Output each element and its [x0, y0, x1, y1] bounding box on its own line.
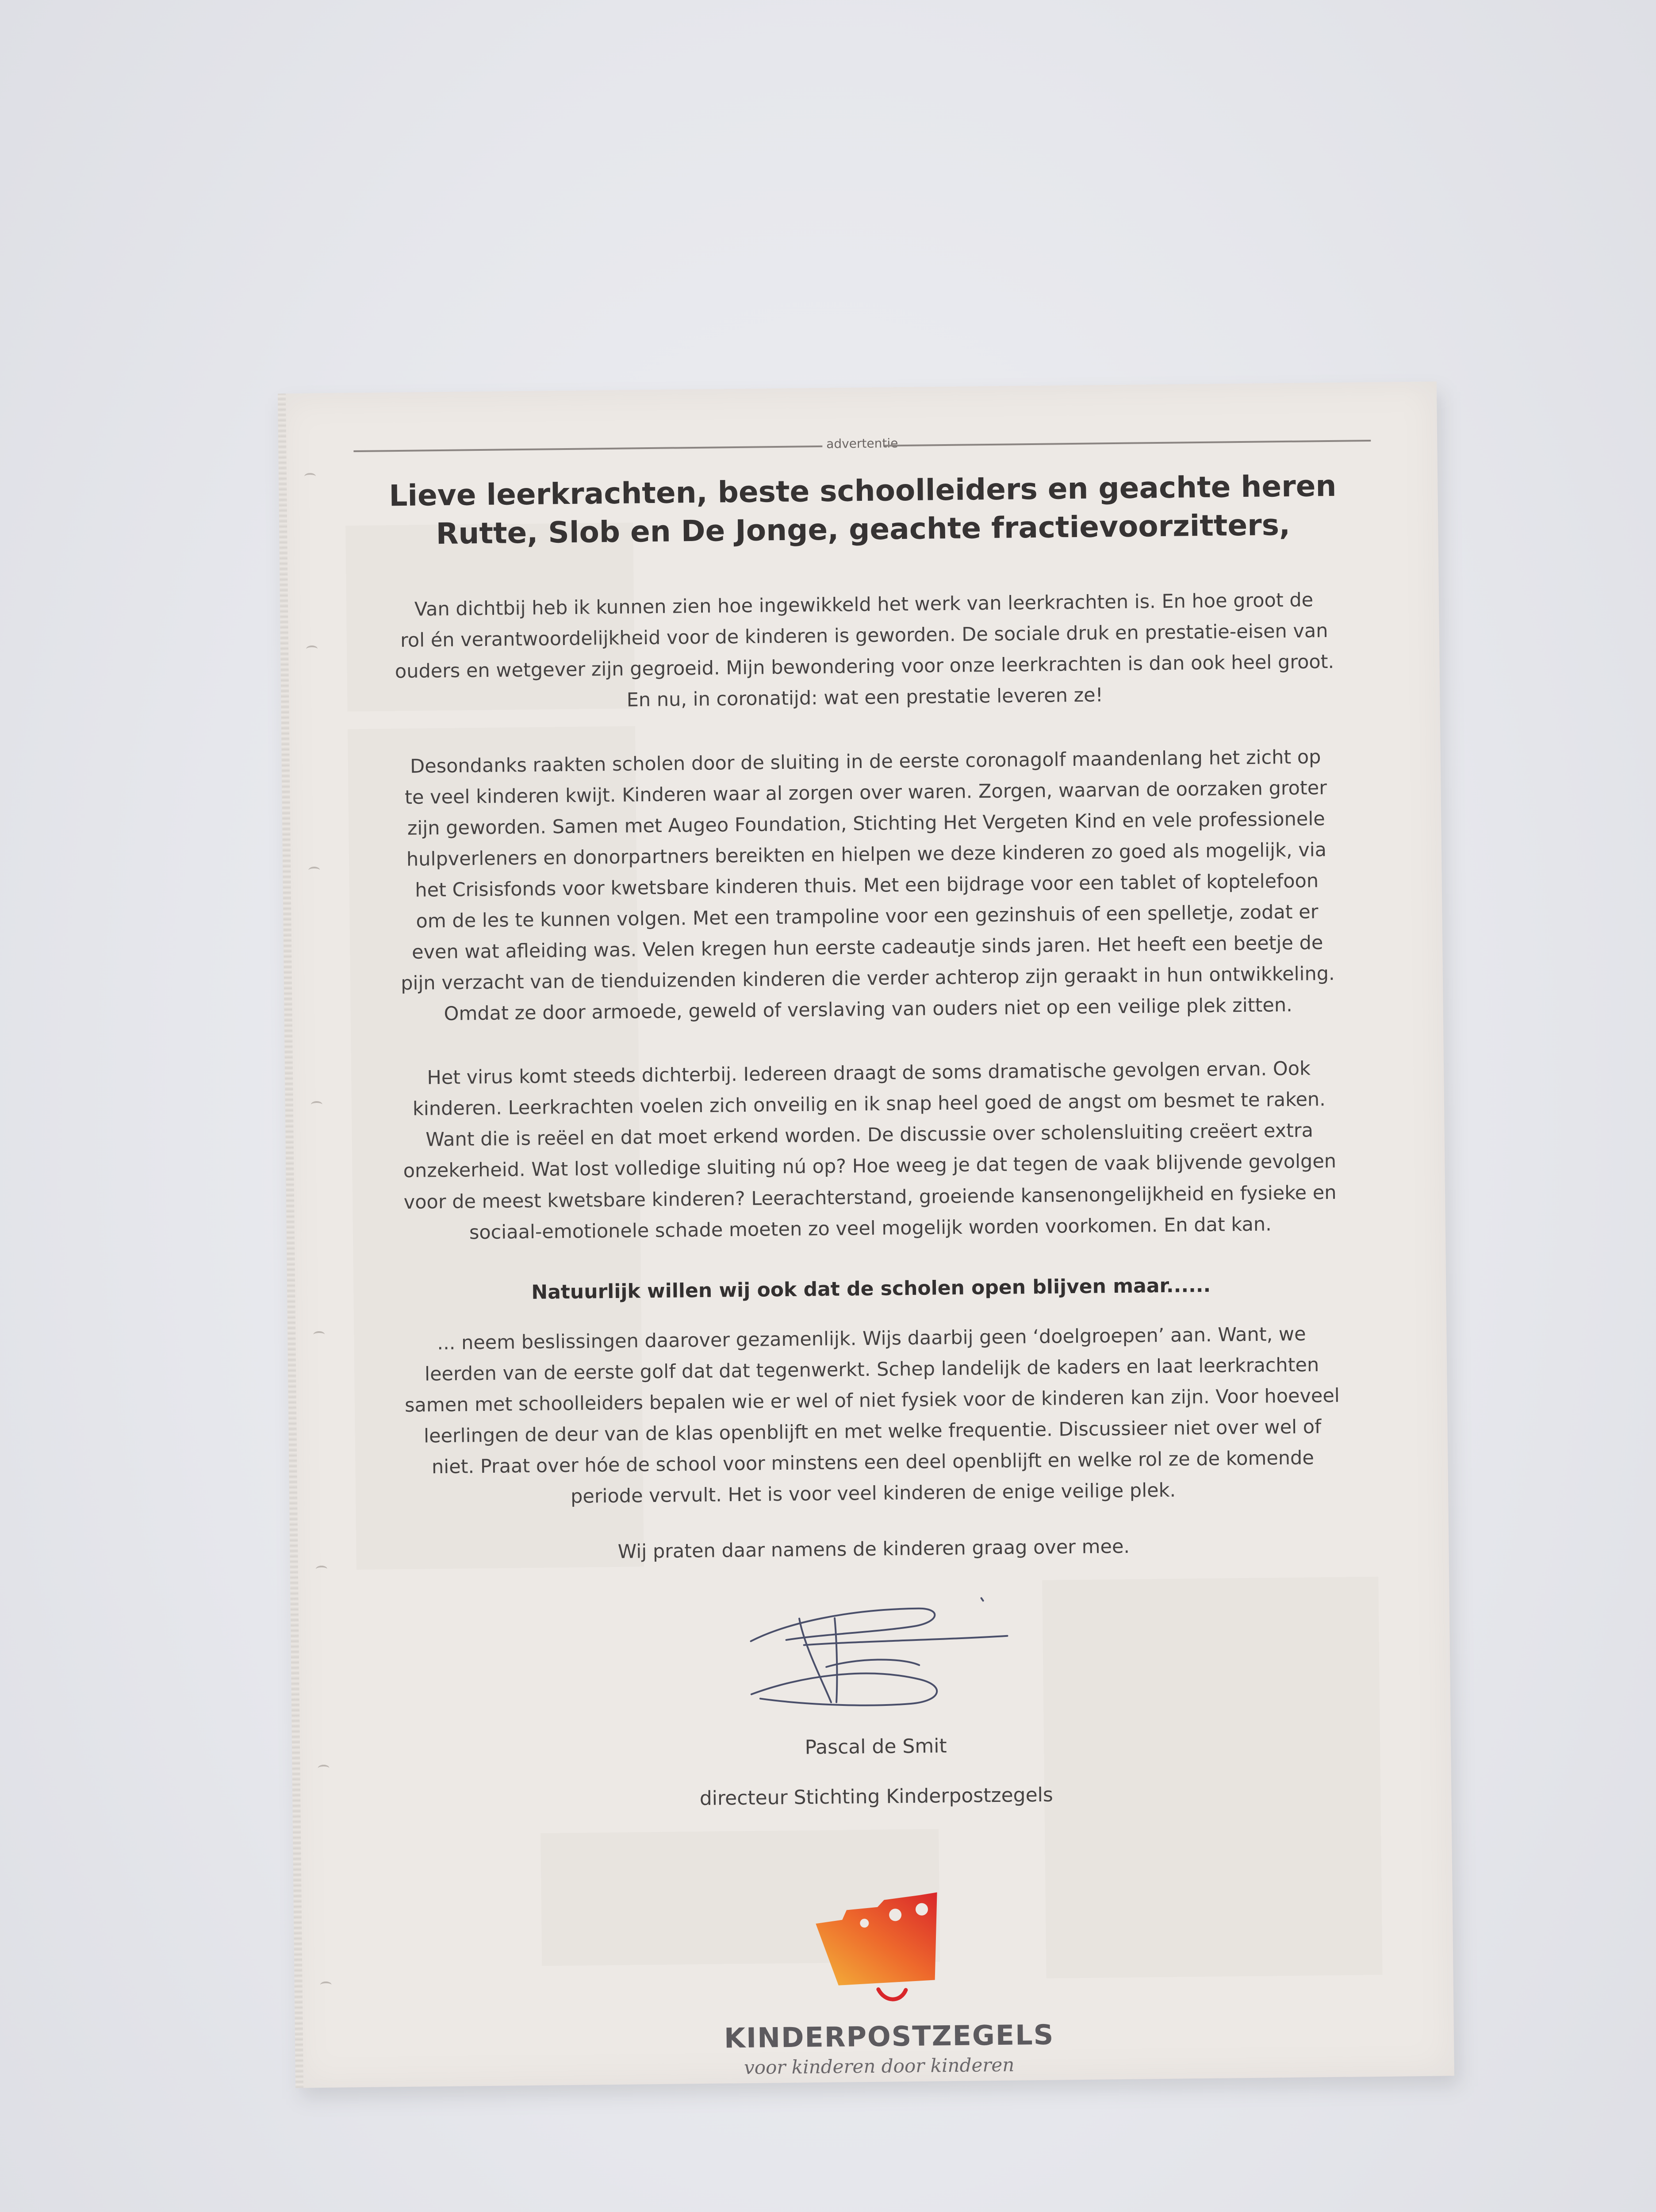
- binding-mark: [308, 867, 320, 874]
- crown-icon: [811, 1891, 945, 2016]
- paragraph-line: samen met schoolleiders bepalen wie er wel of niet fysiek voor de kinderen kan zijn. Voor hoeveel: [404, 1384, 1340, 1417]
- headline-line-1: Lieve leerkrachten, beste schoolleiders en geachte heren: [388, 469, 1337, 513]
- paragraph-line: ... neem beslissingen daarover gezamenlijk. Wijs daarbij geen ‘doelgroepen’ aan. Want, we: [437, 1323, 1306, 1354]
- paragraph-line: Het virus komt steeds dichterbij. Iedereen draagt de soms dramatische gevolgen ervan. Ook: [427, 1057, 1311, 1089]
- advertisement-letter: [345, 431, 1397, 2083]
- newspaper-page: [278, 381, 1454, 2088]
- binding-mark: [311, 1101, 322, 1108]
- paragraph-line: het Crisisfonds voor kwetsbare kinderen thuis. Met een bijdrage voor een tablet of koptelefoon: [415, 870, 1319, 902]
- brand-name: KINDERPOSTZEGELS: [724, 2018, 1054, 2055]
- paragraph-line: te veel kinderen kwijt. Kinderen waar al zorgen over waren. Zorgen, waarvan de oorzaken groter: [404, 776, 1327, 809]
- paragraph-line: pijn verzacht van de tienduizenden kinderen die verder achterop zijn geraakt in hun ontwikkeling.: [400, 962, 1335, 995]
- paragraph-line: En nu, in coronatijd: wat een prestatie leveren ze!: [626, 684, 1104, 712]
- bold-statement: Natuurlijk willen wij ook dat de scholen open blijven maar......: [531, 1274, 1211, 1304]
- letter-headline: [345, 466, 1381, 554]
- paragraph-line: Desondanks raakten scholen door de sluiting in de eerste coronagolf maandenlang het zicht op: [410, 745, 1321, 778]
- paragraph-line: voor de meest kwetsbare kinderen? Leerachterstand, groeiende kansenongelijkheid en fysieke en: [403, 1181, 1337, 1214]
- kinderpostzegels-logo: [723, 1890, 1054, 2079]
- headline-line-2: Rutte, Slob en De Jonge, geachte fractievoorzitters,: [436, 507, 1291, 551]
- binding-mark: [313, 1331, 325, 1338]
- paragraph-line: om de les te kunnen volgen. Met een trampoline voor een gezinshuis of een spelletje, zodat er: [416, 901, 1319, 933]
- paragraph-line: even wat afleiding was. Velen kregen hun eerste cadeautje sinds jaren. Het heeft een beetje de: [411, 932, 1323, 964]
- paragraph-line: zijn geworden. Samen met Augeo Foundation, Stichting Het Vergeten Kind en vele professionele: [407, 807, 1325, 840]
- paragraph-line: Omdat ze door armoede, geweld of verslaving van ouders niet op een veilige plek zitten.: [444, 994, 1293, 1025]
- paragraph-line: sociaal-emotionele schade moeten zo veel mogelijk worden voorkomen. En dat kan.: [469, 1213, 1272, 1244]
- paragraph-line: onzekerheid. Wat lost volledige sluiting nú op? Hoe weeg je dat tegen de vaak blijvende gevolgen: [403, 1150, 1337, 1183]
- binding-mark: [318, 1765, 329, 1772]
- signature-icon: [732, 1590, 1017, 1708]
- signer-role: directeur Stichting Kinderpostzegels: [699, 1783, 1054, 1810]
- paragraph-decisions: [354, 1317, 1391, 1514]
- paragraph-line: kinderen. Leerkrachten voelen zich onveilig en ik snap heel goed de angst om besmet te raken.: [412, 1088, 1326, 1121]
- binding-mark: [306, 645, 318, 653]
- paragraph-line: periode vervult. Het is voor veel kinderen de enige veilige plek.: [570, 1479, 1176, 1508]
- binding-mark: [320, 1982, 332, 1989]
- paragraph-line: hulpverleners en donorpartners bereikten en hielpen we deze kinderen zo goed als mogelijk, via: [406, 838, 1327, 871]
- paragraph-line: niet. Praat over hóe de school voor minstens een deel openblijft en welke rol ze de komende: [431, 1447, 1315, 1479]
- paragraph-line: leerden van de eerste golf dat dat tegenwerkt. Schep landelijk de kaders en laat leerkrachten: [424, 1354, 1319, 1386]
- advertisement-label-row: [353, 431, 1371, 459]
- paragraph-line: leerlingen de deur van de klas openblijft en met welke frequentie. Discussieer niet over wel of: [423, 1416, 1322, 1448]
- paragraph-intro: [346, 584, 1383, 719]
- binding-mark: [316, 1566, 327, 1573]
- paragraph-line: ouders en wetgever zijn gegroeid. Mijn bewondering voor onze leerkrachten is dan ook heel groot.: [395, 651, 1334, 683]
- paragraph-virus: [351, 1052, 1388, 1249]
- paragraph-line: rol én verantwoordelijkheid voor de kinderen is geworden. De sociale druk en prestatie-eisen van: [400, 620, 1328, 652]
- handwritten-signature: [732, 1590, 1017, 1708]
- paragraph-line: Want die is reëel en dat moet erkend worden. De discussie over scholensluiting creëert extra: [426, 1119, 1314, 1151]
- brand-tagline: voor kinderen door kinderen: [744, 2054, 1015, 2079]
- binding-mark: [304, 473, 316, 480]
- advertisement-label: advertentie: [826, 436, 898, 451]
- paragraph-line: Van dichtbij heb ik kunnen zien hoe ingewikkeld het werk van leerkrachten is. En hoe groot de: [414, 589, 1314, 621]
- signer-name: Pascal de Smit: [805, 1735, 947, 1759]
- paragraph-crisis-fund: [348, 741, 1385, 1030]
- closing-line: Wij praten daar namens de kinderen graag over mee.: [617, 1535, 1130, 1563]
